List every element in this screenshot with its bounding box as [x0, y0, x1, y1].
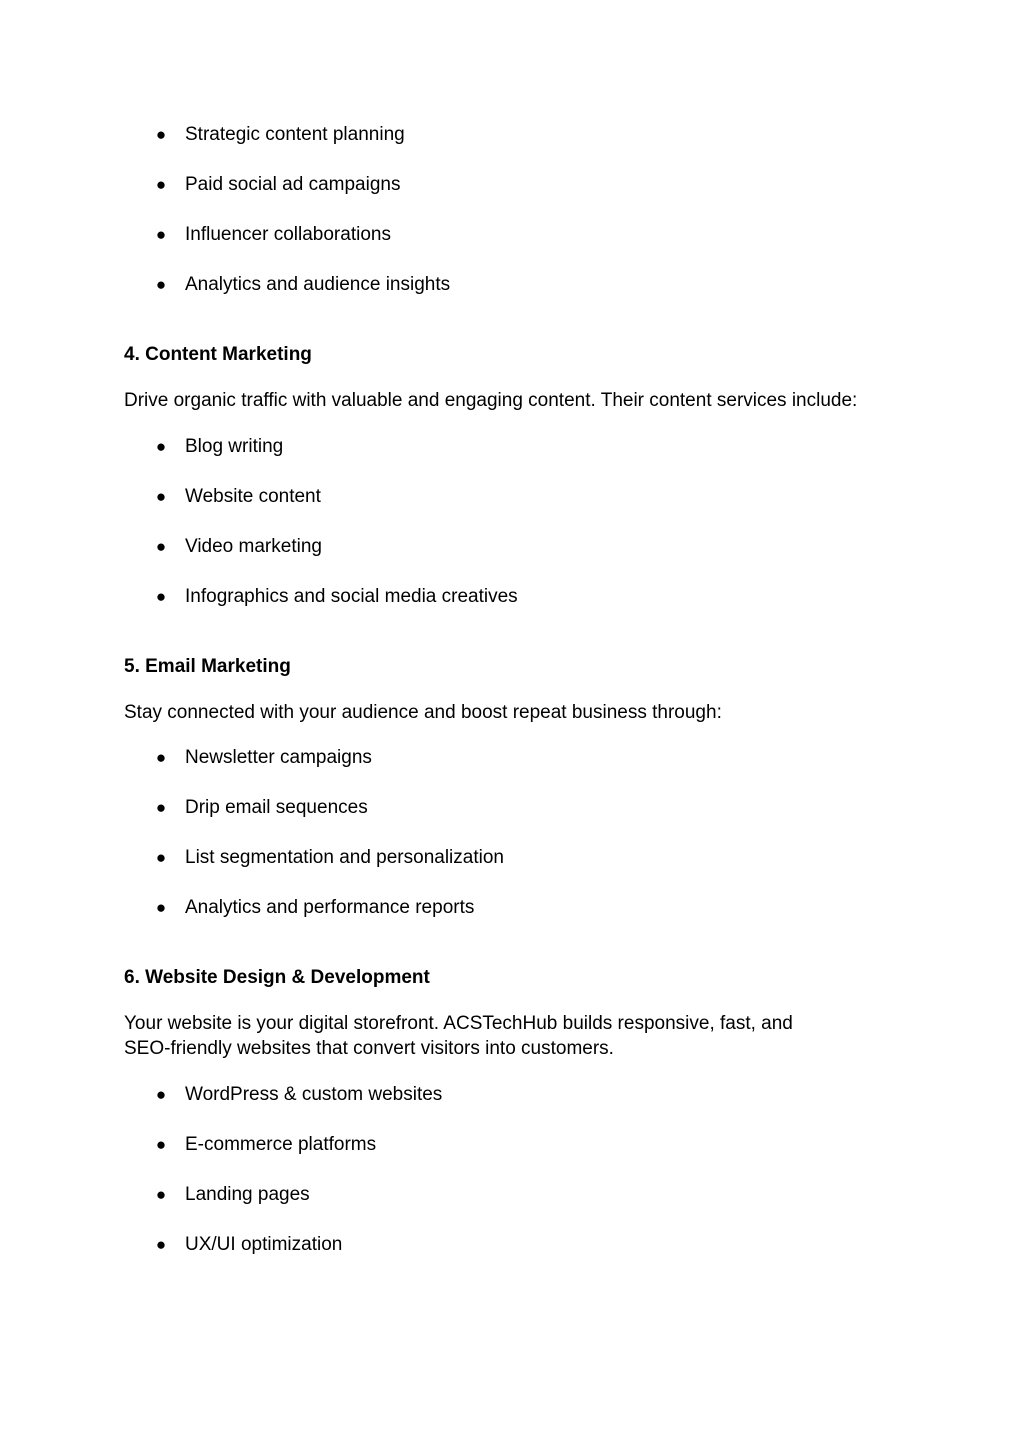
- web-design-heading: 6. Website Design & Development: [124, 967, 430, 988]
- list-item-text: Infographics and social media creatives: [185, 586, 518, 607]
- list-item-text: E-commerce platforms: [185, 1134, 377, 1155]
- bullet-icon: ●: [155, 225, 167, 244]
- list-item: [0, 434, 900, 460]
- list-item: [0, 845, 900, 871]
- bullet-icon: ●: [155, 1235, 167, 1254]
- list-item: [0, 484, 900, 510]
- content-marketing-intro: Drive organic traffic with valuable and engaging content. Their content services include:: [124, 390, 858, 411]
- list-item: [0, 1232, 900, 1258]
- bullet-icon: ●: [155, 1085, 167, 1104]
- list-item: [0, 534, 900, 560]
- bullet-icon: ●: [155, 175, 167, 194]
- list-item: [0, 745, 900, 771]
- list-item-text: Analytics and performance reports: [185, 897, 475, 918]
- web-design-intro-line-1: Your website is your digital storefront. ACSTechHub builds responsive, fast, and: [124, 1013, 793, 1034]
- web-design-intro-line-2: SEO-friendly websites that convert visitors into customers.: [124, 1038, 614, 1059]
- bullet-icon: ●: [155, 587, 167, 606]
- list-item-text: Paid social ad campaigns: [185, 174, 401, 195]
- list-item: [0, 1182, 900, 1208]
- list-item-text: Drip email sequences: [185, 797, 368, 818]
- list-item: [0, 795, 900, 821]
- list-item: [0, 895, 900, 921]
- list-item-text: Landing pages: [185, 1184, 310, 1205]
- email-marketing-intro: Stay connected with your audience and boost repeat business through:: [124, 702, 722, 723]
- list-item-text: Newsletter campaigns: [185, 747, 372, 768]
- list-item-text: WordPress & custom websites: [185, 1084, 443, 1105]
- list-item-text: Blog writing: [185, 436, 284, 457]
- list-item: [0, 222, 900, 248]
- list-item: [0, 122, 900, 148]
- bullet-icon: ●: [155, 798, 167, 817]
- list-item: [0, 584, 900, 610]
- web-design-intro: [124, 1011, 793, 1061]
- list-item-text: Influencer collaborations: [185, 224, 391, 245]
- bullet-icon: ●: [155, 487, 167, 506]
- bullet-icon: ●: [155, 537, 167, 556]
- list-item-text: List segmentation and personalization: [185, 847, 504, 868]
- list-item: [0, 272, 900, 298]
- email-marketing-heading: 5. Email Marketing: [124, 656, 291, 677]
- bullet-icon: ●: [155, 1185, 167, 1204]
- list-item-text: Strategic content planning: [185, 124, 405, 145]
- bullet-icon: ●: [155, 437, 167, 456]
- content-marketing-heading: 4. Content Marketing: [124, 344, 312, 365]
- bullet-icon: ●: [155, 898, 167, 917]
- list-item: [0, 172, 900, 198]
- bullet-icon: ●: [155, 125, 167, 144]
- bullet-icon: ●: [155, 748, 167, 767]
- bullet-icon: ●: [155, 275, 167, 294]
- list-item-text: Video marketing: [185, 536, 322, 557]
- list-item-text: Analytics and audience insights: [185, 274, 451, 295]
- list-item-text: Website content: [185, 486, 321, 507]
- list-item: [0, 1082, 900, 1108]
- list-item: [0, 1132, 900, 1158]
- bullet-icon: ●: [155, 1135, 167, 1154]
- list-item-text: UX/UI optimization: [185, 1234, 343, 1255]
- bullet-icon: ●: [155, 848, 167, 867]
